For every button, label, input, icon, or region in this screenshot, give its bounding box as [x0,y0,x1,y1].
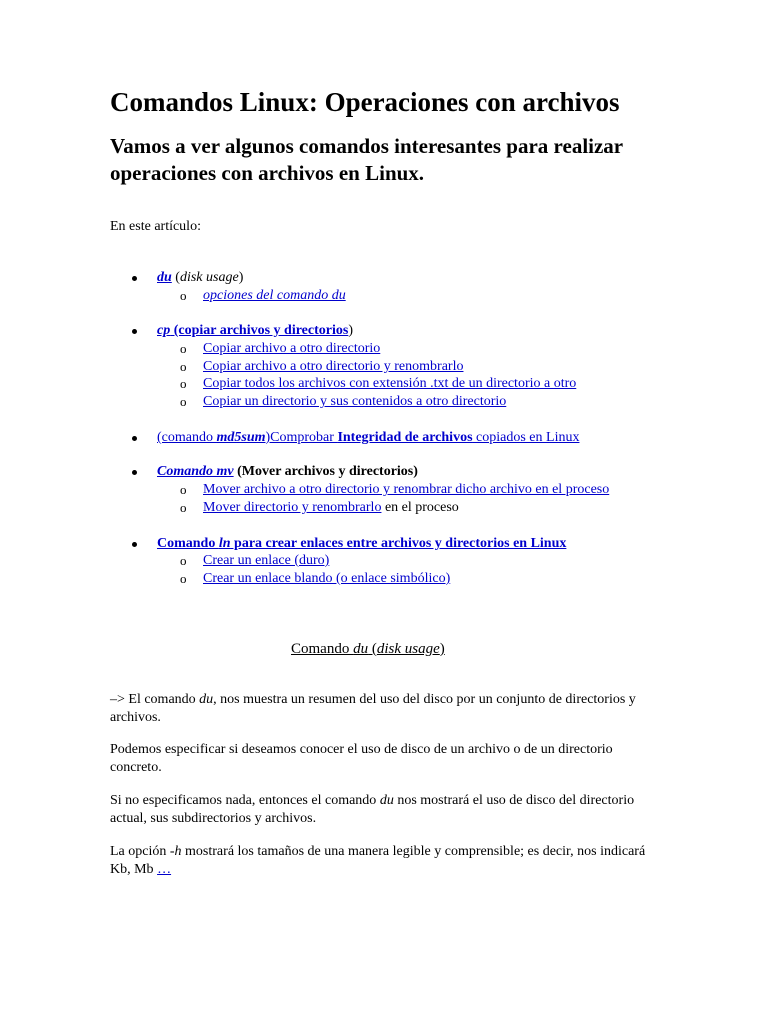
paragraph-3: Si no especificamos nada, entonces el comando du nos mostrará el uso de disco del directorio actual, sus subdirectorios y archivos. [110,793,635,826]
toc-link-cp-2[interactable]: Copiar archivo a otro directorio y renombrarlo [203,359,464,374]
paragraph-1: –> El comando du, nos muestra un resumen del uso del disco por un conjunto de directorios y archivos. [110,692,636,725]
toc-link-md5sum[interactable]: (comando md5sum)Comprobar Integridad de archivos copiados en Linux [157,430,580,445]
toc-link-ln-2[interactable]: Crear un enlace blando (o enlace simbólico) [203,571,451,586]
circle-bullet-icon: o [180,553,187,568]
toc-item-mv-2: Mover directorio y renombrarlo en el proceso [203,500,459,515]
intro-text: En este artículo: [110,219,201,234]
toc-link-cp-1[interactable]: Copiar archivo a otro directorio [203,341,381,356]
toc-link-ln[interactable]: Comando ln para crear enlaces entre archivos y directorios en Linux [157,536,567,551]
bullet-icon [132,329,137,334]
toc-item-mv: Comando mv (Mover archivos y directorios) [157,464,418,479]
toc-link-cp[interactable]: cp (copiar archivos y directorios [157,323,349,338]
page-subtitle: Vamos a ver algunos comandos interesantes para realizar operaciones con archivos en Linux. [110,134,623,185]
bullet-icon [132,470,137,475]
circle-bullet-icon: o [180,359,187,374]
circle-bullet-icon: o [180,288,187,303]
toc-link-mv[interactable]: Comando mv [157,464,234,479]
circle-bullet-icon: o [180,500,187,515]
toc-link-ln-1[interactable]: Crear un enlace (duro) [203,553,330,568]
toc-link-du[interactable]: du [157,270,172,285]
bullet-icon [132,276,137,281]
paragraph-2: Podemos especificar si deseamos conocer el uso de disco de un archivo o de un directorio concreto. [110,742,613,775]
paragraph-4: La opción -h mostrará los tamaños de una manera legible y comprensible; es decir, nos indicará Kb, Mb … [110,844,646,877]
bullet-icon [132,542,137,547]
circle-bullet-icon: o [180,376,187,391]
circle-bullet-icon: o [180,394,187,409]
toc-link-mv-2[interactable]: Mover directorio y renombrarlo [203,500,382,515]
toc-link-cp-3[interactable]: Copiar todos los archivos con extensión .txt de un directorio a otro [203,376,577,391]
toc-link-cp-4[interactable]: Copiar un directorio y sus contenidos a otro directorio [203,394,507,409]
circle-bullet-icon: o [180,571,187,586]
circle-bullet-icon: o [180,482,187,497]
ellipsis-link[interactable]: … [157,862,172,877]
toc-item-du: du (disk usage) [157,270,244,285]
section-heading-du: Comando du (disk usage) [291,641,445,657]
toc-link-mv-1[interactable]: Mover archivo a otro directorio y renombrar dicho archivo en el proceso [203,482,610,497]
toc-item-cp: cp (copiar archivos y directorios) [157,323,353,338]
circle-bullet-icon: o [180,341,187,356]
toc-link-du-options[interactable]: opciones del comando du [203,288,346,303]
bullet-icon [132,436,137,441]
page-title: Comandos Linux: Operaciones con archivos [110,87,620,117]
